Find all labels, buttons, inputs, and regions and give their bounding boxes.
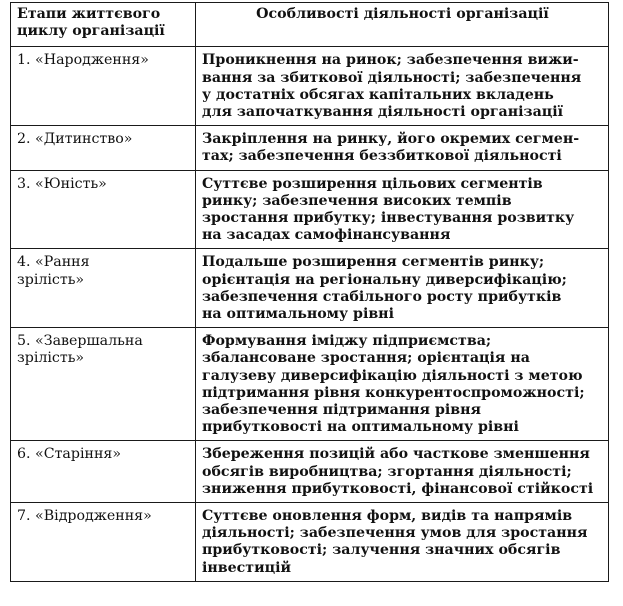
- document-page: [10, 2, 608, 582]
- table-header-row: [11, 3, 609, 47]
- stage-text: 6. «Старіння»: [17, 446, 122, 463]
- features-cell: [196, 328, 609, 441]
- features-text: прибутковості на оптимальному рівні: [202, 419, 519, 436]
- features-text: діяльності; забезпечення умов для зростання: [202, 525, 588, 542]
- features-cell: [196, 170, 609, 249]
- features-text: зниження прибутковості, фінансової стійкості: [202, 480, 594, 497]
- features-text: тах; забезпечення беззбиткової діяльності: [202, 148, 562, 165]
- stage-text: 3. «Юність»: [17, 175, 107, 192]
- features-text: Закріплення на ринку, його окремих сегмен-: [202, 131, 580, 148]
- stage-cell: [11, 170, 196, 249]
- stage-text: 4. «Рання: [17, 254, 90, 271]
- header-stage-line: циклу організації: [17, 23, 165, 40]
- features-text: на засадах самофінансування: [202, 227, 451, 244]
- stage-cell: [11, 441, 196, 503]
- table-row: [11, 503, 609, 582]
- table-row: [11, 441, 609, 503]
- features-text: обсягів виробництва; згортання діяльності;: [202, 463, 572, 480]
- features-text: Суттєве оновлення форм, видів та напрямів: [202, 508, 573, 525]
- header-features-text: Особливості діяльності організації: [256, 6, 549, 22]
- features-text: Суттєве розширення цільових сегментів: [202, 175, 543, 192]
- header-features: [196, 3, 609, 47]
- features-text: забезпечення стабільного росту прибутків: [202, 288, 562, 305]
- features-text: орієнтація на регіональну диверсифікацію;: [202, 271, 567, 288]
- stage-text: 7. «Відродження»: [17, 508, 152, 525]
- stage-cell: [11, 47, 196, 126]
- stage-text: 5. «Завершальна: [17, 333, 143, 350]
- stage-cell: [11, 249, 196, 328]
- features-cell: [196, 47, 609, 126]
- features-text: галузеву диверсифікацію діяльності з метою: [202, 367, 583, 384]
- stage-text: зрілість»: [17, 350, 85, 367]
- stage-cell: [11, 126, 196, 170]
- table-row: [11, 47, 609, 126]
- features-text: ринку; забезпечення високих темпів: [202, 192, 512, 209]
- features-cell: [196, 503, 609, 582]
- stage-text: зрілість»: [17, 271, 85, 288]
- features-text: підтримання рівня конкурентоспроможності;: [202, 384, 585, 401]
- header-stage-line: Етапи життєвого: [17, 6, 161, 22]
- features-text: Збереження позицій або часткове зменшення: [202, 446, 590, 463]
- features-text: у достатніх обсягах капітальних вкладень: [202, 86, 554, 103]
- header-stage: [11, 3, 196, 47]
- table-body: [11, 47, 609, 581]
- features-text: для започаткування діяльності організації: [202, 104, 564, 121]
- features-cell: [196, 126, 609, 170]
- features-text: прибутковості; залучення значних обсягів: [202, 542, 561, 559]
- features-text: інвестицій: [202, 559, 292, 576]
- features-text: на оптимальному рівні: [202, 306, 394, 323]
- table-row: [11, 249, 609, 328]
- lifecycle-table: [10, 2, 609, 582]
- stage-cell: [11, 503, 196, 582]
- features-text: Подальше розширення сегментів ринку;: [202, 254, 545, 271]
- features-text: вання за збиткової діяльності; забезпечення: [202, 69, 582, 86]
- stage-text: 2. «Дитинство»: [17, 131, 133, 148]
- features-cell: [196, 249, 609, 328]
- table-row: [11, 126, 609, 170]
- features-text: забезпечення підтримання рівня: [202, 402, 482, 419]
- features-text: зростання прибутку; інвестування розвитку: [202, 210, 575, 227]
- table-row: [11, 170, 609, 249]
- features-text: збалансоване зростання; орієнтація на: [202, 350, 530, 367]
- features-text: Проникнення на ринок; забезпечення вижи-: [202, 52, 579, 69]
- table-row: [11, 328, 609, 441]
- features-cell: [196, 441, 609, 503]
- stage-cell: [11, 328, 196, 441]
- stage-text: 1. «Народження»: [17, 52, 149, 69]
- features-text: Формування іміджу підприємства;: [202, 333, 492, 350]
